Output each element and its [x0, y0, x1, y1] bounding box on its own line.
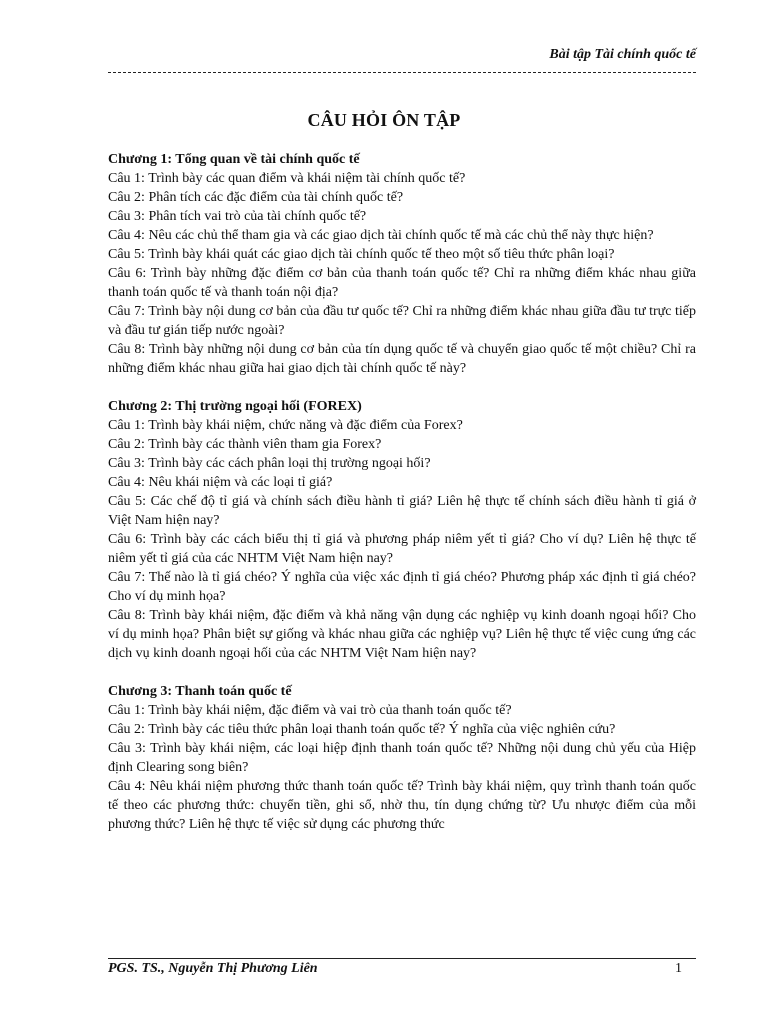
chapter-1 — [108, 150, 696, 378]
question-item: Câu 4: Nêu khái niệm phương thức thanh toán quốc tế? Trình bày khái niệm, quy trình thanh toán quốc tế theo các phương thức: chuyển tiền, ghi sổ, nhờ thu, tín dụng chứng từ? Ưu nhược điểm của mỗi phương thức? Liên hệ thực tế việc sử dụng các phương thức — [108, 779, 696, 832]
chapter-heading: Chương 2: Thị trường ngoại hối (FOREX) — [108, 399, 362, 414]
question-item: Câu 3: Phân tích vai trò của tài chính quốc tế? — [108, 209, 367, 224]
question-item: Câu 1: Trình bày các quan điểm và khái niệm tài chính quốc tế? — [108, 171, 466, 186]
question-item: Câu 4: Nêu các chủ thể tham gia và các giao dịch tài chính quốc tế mà các chủ thể này thực hiện? — [108, 228, 654, 243]
header-divider — [108, 72, 696, 73]
footer-divider — [108, 958, 696, 959]
question-item: Câu 7: Trình bày nội dung cơ bản của đầu tư quốc tế? Chỉ ra những điểm khác nhau giữa đầu tư trực tiếp và đầu tư gián tiếp nước ngoài? — [108, 304, 696, 338]
question-item: Câu 4: Nêu khái niệm và các loại tỉ giá? — [108, 475, 333, 490]
question-item: Câu 2: Trình bày các thành viên tham gia Forex? — [108, 437, 382, 452]
question-item: Câu 3: Trình bày các cách phân loại thị trường ngoại hối? — [108, 456, 431, 471]
question-item: Câu 2: Trình bày các tiêu thức phân loại thanh toán quốc tế? Ý nghĩa của việc nghiên cứu? — [108, 722, 616, 737]
question-item: Câu 1: Trình bày khái niệm, chức năng và đặc điểm của Forex? — [108, 418, 463, 433]
page-number: 1 — [675, 961, 682, 976]
question-item: Câu 8: Trình bày những nội dung cơ bản của tín dụng quốc tế và chuyển giao quốc tế một chiều? Chỉ ra những điểm khác nhau giữa hai giao dịch tài chính quốc tế này? — [108, 342, 696, 376]
question-item: Câu 3: Trình bày khái niệm, các loại hiệp định thanh toán quốc tế? Những nội dung chủ yếu của Hiệp định Clearing song biên? — [108, 741, 696, 775]
question-item: Câu 6: Trình bày các cách biểu thị tỉ giá và phương pháp niêm yết tỉ giá? Cho ví dụ? Liên hệ thực tế niêm yết tỉ giá của các NHTM Việt Nam hiện nay? — [108, 532, 696, 566]
document-body — [108, 150, 696, 853]
question-item: Câu 1: Trình bày khái niệm, đặc điểm và vai trò của thanh toán quốc tế? — [108, 703, 512, 718]
question-item: Câu 8: Trình bày khái niệm, đặc điểm và khả năng vận dụng các nghiệp vụ kinh doanh ngoại hối? Cho ví dụ minh họa? Phân biệt sự giống và khác nhau giữa các nghiệp vụ? Liên hệ thực tế việc cung ứng các dịch vụ kinh doanh ngoại hối của các NHTM Việt Nam hiện nay? — [108, 608, 696, 661]
chapter-2 — [108, 397, 696, 663]
question-item: Câu 6: Trình bày những đặc điểm cơ bản của thanh toán quốc tế? Chỉ ra những điểm khác nhau giữa thanh toán quốc tế và thanh toán nội địa? — [108, 266, 696, 300]
question-item: Câu 5: Trình bày khái quát các giao dịch tài chính quốc tế theo một số tiêu thức phân loại? — [108, 247, 615, 262]
header-title: Bài tập Tài chính quốc tế — [549, 47, 696, 62]
document-title: CÂU HỎI ÔN TẬP — [307, 110, 461, 130]
footer-author: PGS. TS., Nguyễn Thị Phương Liên — [108, 961, 318, 976]
question-item: Câu 5: Các chế độ tỉ giá và chính sách điều hành tỉ giá? Liên hệ thực tế chính sách điều hành tỉ giá ở Việt Nam hiện nay? — [108, 494, 696, 528]
chapter-heading: Chương 1: Tổng quan về tài chính quốc tế — [108, 152, 360, 167]
question-item: Câu 2: Phân tích các đặc điểm của tài chính quốc tế? — [108, 190, 404, 205]
chapter-heading: Chương 3: Thanh toán quốc tế — [108, 684, 292, 699]
chapter-3 — [108, 682, 696, 834]
question-item: Câu 7: Thế nào là tỉ giá chéo? Ý nghĩa của việc xác định tỉ giá chéo? Phương pháp xác định tỉ giá chéo? Cho ví dụ minh họa? — [108, 570, 696, 604]
